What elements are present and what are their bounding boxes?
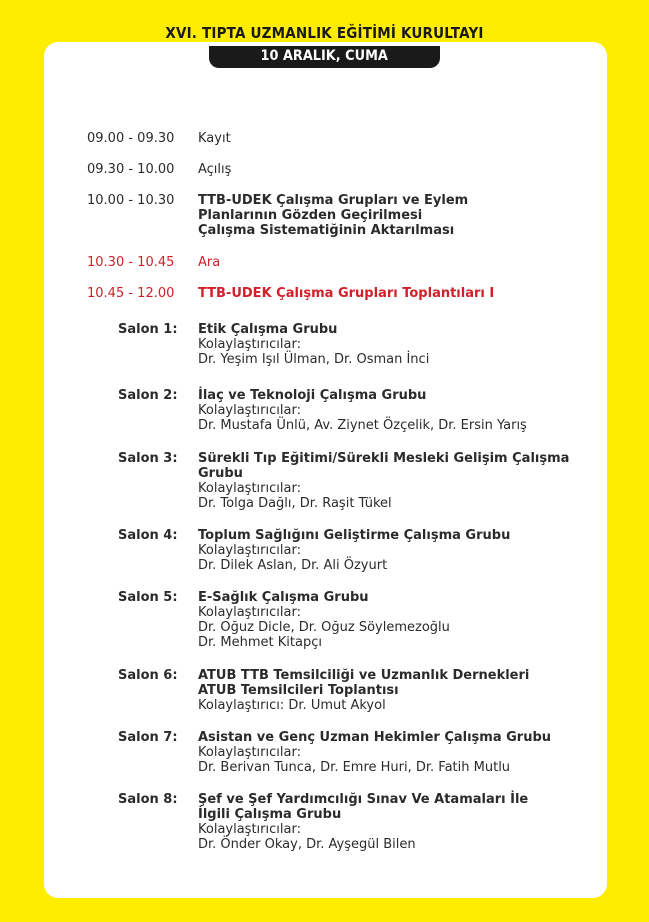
salon-title: E-Sağlık Çalışma Grubu — [198, 590, 369, 605]
schedule-text — [198, 193, 468, 238]
salon-detail: Dr. Mehmet Kitapçı — [198, 635, 322, 650]
salon-title: Toplum Sağlığını Geliştirme Çalışma Grubu — [198, 528, 511, 543]
salon-label: Salon 7: — [118, 730, 178, 745]
salon-detail: Dr. Tolga Dağlı, Dr. Raşit Tükel — [198, 496, 392, 511]
salon-label: Salon 1: — [118, 322, 178, 337]
salon-detail: Kolaylaştırıcılar: — [198, 543, 301, 558]
salon-label: Salon 6: — [118, 668, 178, 683]
salon-title: İlaç ve Teknoloji Çalışma Grubu — [198, 388, 427, 403]
salon-title: Grubu — [198, 466, 243, 481]
salon-label: Salon 3: — [118, 451, 178, 466]
salon-detail: Kolaylaştırıcılar: — [198, 481, 301, 496]
schedule-time: 09.30 - 10.00 — [87, 162, 175, 177]
salon-detail: Kolaylaştırıcı: Dr. Umut Akyol — [198, 698, 386, 713]
schedule-text: Kayıt — [198, 131, 231, 146]
schedule-text-line: Çalışma Sistematiğinin Aktarılması — [198, 223, 455, 238]
salon-title: İlgili Çalışma Grubu — [198, 807, 342, 822]
salon-detail: Dr. Mustafa Ünlü, Av. Ziynet Özçelik, Dr. Ersin Yarış — [198, 418, 527, 433]
schedule-time: 10.00 - 10.30 — [87, 193, 175, 208]
salon-title: Şef ve Şef Yardımcılığı Sınav Ve Atamaları İle — [198, 792, 529, 807]
salon-detail: Dr. Önder Okay, Dr. Ayşegül Bilen — [198, 837, 416, 852]
date-label: 10 ARALIK, CUMA — [260, 48, 389, 64]
salon-detail: Dr. Oğuz Dicle, Dr. Oğuz Söylemezoğlu — [198, 620, 450, 635]
salon-detail: Dr. Berivan Tunca, Dr. Emre Huri, Dr. Fatih Mutlu — [198, 760, 511, 775]
date-tab — [209, 46, 440, 68]
schedule-text: Ara — [198, 255, 221, 270]
salon-title: Sürekli Tıp Eğitimi/Sürekli Mesleki Gelişim Çalışma — [198, 451, 570, 466]
salon-label: Salon 4: — [118, 528, 178, 543]
salon-detail: Kolaylaştırıcılar: — [198, 403, 301, 418]
salon-label: Salon 8: — [118, 792, 178, 807]
salon-title: ATUB Temsilcileri Toplantısı — [198, 683, 399, 698]
schedule-time: 10.45 - 12.00 — [87, 286, 175, 301]
salon-detail: Kolaylaştırıcılar: — [198, 745, 301, 760]
salon-label: Salon 2: — [118, 388, 178, 403]
salon-title: Asistan ve Genç Uzman Hekimler Çalışma Grubu — [198, 730, 552, 745]
salon-detail: Kolaylaştırıcılar: — [198, 822, 301, 837]
salon-title: Etik Çalışma Grubu — [198, 322, 338, 337]
salon-detail: Kolaylaştırıcılar: — [198, 605, 301, 620]
page-title: XVI. TIPTA UZMANLIK EĞİTİMİ KURULTAYI — [165, 24, 484, 42]
salon-detail: Kolaylaştırıcılar: — [198, 337, 301, 352]
salon-label: Salon 5: — [118, 590, 178, 605]
schedule-time: 09.00 - 09.30 — [87, 131, 175, 146]
schedule-text: TTB-UDEK Çalışma Grupları Toplantıları I — [198, 286, 495, 301]
schedule-text-line: Planlarının Gözden Geçirilmesi — [198, 208, 423, 223]
salon-title: ATUB TTB Temsilciliği ve Uzmanlık Dernekleri — [198, 668, 530, 683]
salon-detail: Dr. Yeşim Işıl Ülman, Dr. Osman İnci — [198, 352, 430, 367]
schedule-text: Açılış — [198, 162, 232, 177]
schedule-text-line: TTB-UDEK Çalışma Grupları ve Eylem — [198, 193, 469, 208]
salon-detail: Dr. Dilek Aslan, Dr. Ali Özyurt — [198, 558, 388, 573]
schedule-time: 10.30 - 10.45 — [87, 255, 175, 270]
